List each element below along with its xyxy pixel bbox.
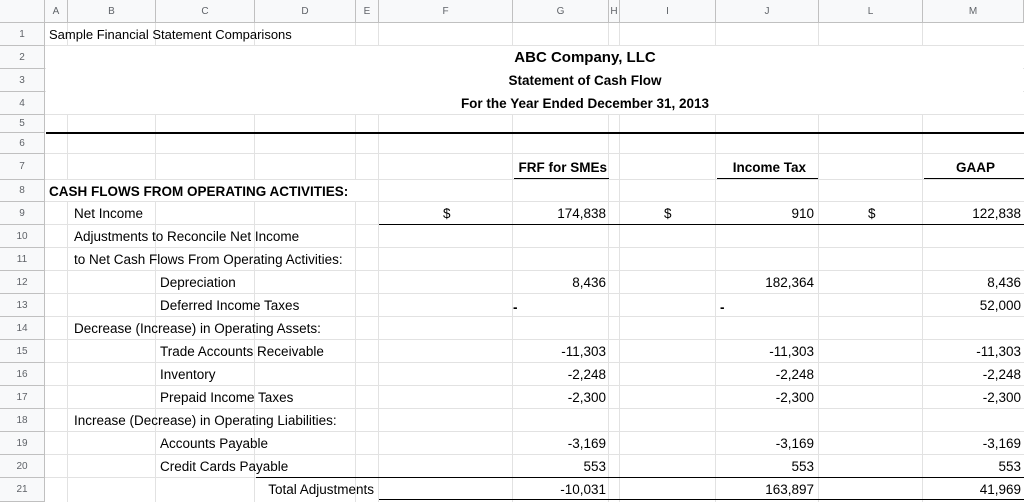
row-header-12[interactable]: 12 xyxy=(0,271,45,294)
header-gaap[interactable]: GAAP xyxy=(955,160,995,175)
row-header-16[interactable]: 16 xyxy=(0,363,45,386)
total-adjustments-gaap[interactable]: 41,969 xyxy=(979,482,1021,497)
inventory-tax[interactable]: -2,248 xyxy=(775,367,814,382)
header-income-tax[interactable]: Income Tax xyxy=(732,160,806,175)
ap-gaap[interactable]: -3,169 xyxy=(982,436,1021,451)
prepaid-tax-gaap[interactable]: -2,300 xyxy=(982,390,1021,405)
prepaid-tax-frf[interactable]: -2,300 xyxy=(567,390,606,405)
label-net-income[interactable]: Net Income xyxy=(74,206,144,221)
row-header-21[interactable]: 21 xyxy=(0,478,45,502)
header-divider-rule xyxy=(46,132,1024,134)
total-adjustments-frf[interactable]: -10,031 xyxy=(560,482,606,497)
row-header-20[interactable]: 20 xyxy=(0,455,45,478)
section-operating-activities[interactable]: CASH FLOWS FROM OPERATING ACTIVITIES: xyxy=(49,184,349,199)
label-trade-accounts-receivable[interactable]: Trade Accounts Receivable xyxy=(160,344,324,359)
row-header-6[interactable]: 6 xyxy=(0,133,45,154)
company-name[interactable]: ABC Company, LLC xyxy=(514,49,656,66)
column-header-l[interactable]: L xyxy=(819,0,923,23)
column-header-i[interactable]: I xyxy=(620,0,716,23)
label-accounts-payable[interactable]: Accounts Payable xyxy=(160,436,269,451)
label-credit-cards-payable[interactable]: Credit Cards Payable xyxy=(160,459,289,474)
sheet-title[interactable]: Sample Financial Statement Comparisons xyxy=(49,27,292,42)
deferred-tax-frf-dash[interactable]: - xyxy=(513,300,518,315)
row-header-14[interactable]: 14 xyxy=(0,317,45,340)
label-total-adjustments[interactable]: Total Adjustments xyxy=(268,482,374,497)
total-underline xyxy=(379,499,1024,500)
column-header-g[interactable]: G xyxy=(513,0,609,23)
label-deferred-income-taxes[interactable]: Deferred Income Taxes xyxy=(160,298,300,313)
label-decrease-operating-assets[interactable]: Decrease (Increase) in Operating Assets: xyxy=(74,321,321,336)
column-header-c[interactable]: C xyxy=(156,0,255,23)
inventory-frf[interactable]: -2,248 xyxy=(567,367,606,382)
total-adjustments-tax[interactable]: 163,897 xyxy=(765,482,814,497)
row-header-10[interactable]: 10 xyxy=(0,225,45,248)
column-header-d[interactable]: D xyxy=(255,0,356,23)
row-header-7[interactable]: 7 xyxy=(0,154,45,180)
depreciation-frf[interactable]: 8,436 xyxy=(572,275,606,290)
currency-symbol-tax[interactable]: $ xyxy=(664,206,672,221)
cc-payable-gaap[interactable]: 553 xyxy=(998,459,1021,474)
header-underline xyxy=(514,178,609,179)
column-header-f[interactable]: F xyxy=(379,0,513,23)
trade-ar-frf[interactable]: -11,303 xyxy=(561,344,606,359)
column-header-j[interactable]: J xyxy=(716,0,819,23)
row-header-8[interactable]: 8 xyxy=(0,180,45,202)
cc-payable-frf[interactable]: 553 xyxy=(583,459,606,474)
column-header-e[interactable]: E xyxy=(356,0,379,23)
label-prepaid-income-taxes[interactable]: Prepaid Income Taxes xyxy=(160,390,294,405)
statement-title[interactable]: Statement of Cash Flow xyxy=(508,73,662,88)
row-header-4[interactable]: 4 xyxy=(0,92,45,115)
prepaid-tax-tax[interactable]: -2,300 xyxy=(775,390,814,405)
header-underline xyxy=(924,178,1024,179)
label-increase-operating-liabilities[interactable]: Increase (Decrease) in Operating Liabilities: xyxy=(74,413,337,428)
row-header-1[interactable]: 1 xyxy=(0,23,45,46)
row-header-18[interactable]: 18 xyxy=(0,409,45,432)
net-income-tax[interactable]: 910 xyxy=(791,206,814,221)
column-header-m[interactable]: M xyxy=(923,0,1024,23)
label-inventory[interactable]: Inventory xyxy=(160,367,216,382)
label-adjustments-1[interactable]: Adjustments to Reconcile Net Income xyxy=(74,229,300,244)
row-header-17[interactable]: 17 xyxy=(0,386,45,409)
row-header-13[interactable]: 13 xyxy=(0,294,45,317)
depreciation-tax[interactable]: 182,364 xyxy=(765,275,814,290)
currency-symbol-frf[interactable]: $ xyxy=(443,206,451,221)
net-income-underline xyxy=(379,224,1024,225)
statement-period[interactable]: For the Year Ended December 31, 2013 xyxy=(460,96,710,111)
cc-payable-tax[interactable]: 553 xyxy=(791,459,814,474)
inventory-gaap[interactable]: -2,248 xyxy=(982,367,1021,382)
net-income-gaap[interactable]: 122,838 xyxy=(972,206,1021,221)
row-header-3[interactable]: 3 xyxy=(0,69,45,92)
row-header-19[interactable]: 19 xyxy=(0,432,45,455)
column-header-b[interactable]: B xyxy=(68,0,156,23)
label-adjustments-2[interactable]: to Net Cash Flows From Operating Activities: xyxy=(74,252,343,267)
column-header-a[interactable]: A xyxy=(45,0,68,23)
select-all-corner[interactable] xyxy=(0,0,45,23)
label-depreciation[interactable]: Depreciation xyxy=(160,275,236,290)
row-header-9[interactable]: 9 xyxy=(0,202,45,225)
net-income-frf[interactable]: 174,838 xyxy=(557,206,606,221)
row-header-2[interactable]: 2 xyxy=(0,46,45,69)
currency-symbol-gaap[interactable]: $ xyxy=(868,206,876,221)
deferred-tax-tax-dash[interactable]: - xyxy=(720,300,725,315)
row-header-5[interactable]: 5 xyxy=(0,115,45,133)
trade-ar-gaap[interactable]: -11,303 xyxy=(976,344,1021,359)
header-underline xyxy=(717,178,818,179)
header-frf-for-smes[interactable]: FRF for SMEs xyxy=(518,160,607,175)
ap-tax[interactable]: -3,169 xyxy=(775,436,814,451)
row-header-15[interactable]: 15 xyxy=(0,340,45,363)
depreciation-gaap[interactable]: 8,436 xyxy=(987,275,1021,290)
trade-ar-tax[interactable]: -11,303 xyxy=(769,344,814,359)
gridline xyxy=(45,153,1024,154)
deferred-tax-gaap[interactable]: 52,000 xyxy=(979,298,1021,313)
ap-frf[interactable]: -3,169 xyxy=(567,436,606,451)
row-header-11[interactable]: 11 xyxy=(0,248,45,271)
column-header-h[interactable]: H xyxy=(609,0,620,23)
